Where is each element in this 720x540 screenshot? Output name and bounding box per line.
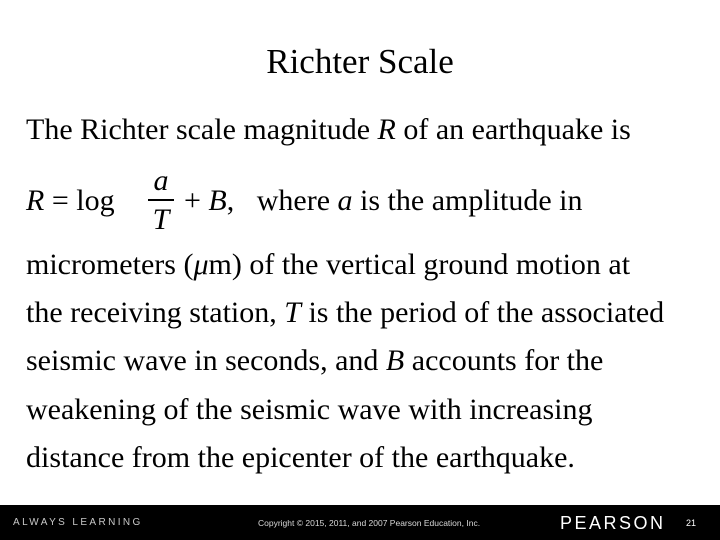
equation-equals-log: = log: [44, 184, 115, 217]
line4-text-b: is the period of the associated: [300, 296, 665, 329]
body-line-7: distance from the epicenter of the earthquake.: [26, 441, 575, 474]
line3-text-a: micrometers (: [26, 248, 194, 281]
equation-plus: +: [184, 184, 209, 217]
pearson-logo: PEARSON: [560, 513, 666, 533]
copyright-text: Copyright © 2015, 2011, and 2007 Pearson Education, Inc.: [258, 518, 481, 528]
body-line-3: [26, 250, 630, 280]
body-line-6: weakening of the seismic wave with increasing: [26, 393, 593, 426]
fraction-bar: [148, 199, 174, 201]
footer-bar: [0, 505, 720, 540]
line1-text-a: The Richter scale magnitude: [26, 113, 378, 146]
equation-b-var: B: [208, 184, 227, 217]
always-learning-text: ALWAYS LEARNING: [13, 517, 143, 528]
equation-rhs: [184, 186, 583, 216]
line5-text-b: accounts for the: [404, 344, 604, 377]
variable-a: a: [337, 184, 353, 217]
where-text: where: [234, 184, 338, 217]
line3-text-b: m) of the vertical ground motion at: [208, 248, 631, 281]
body-line-4: [26, 298, 664, 328]
equation-lhs: [26, 186, 115, 216]
body-line-5: [26, 346, 603, 376]
fraction-numerator: a: [153, 164, 169, 197]
variable-b: B: [385, 344, 405, 377]
equation-r-var: R: [26, 184, 45, 217]
body-line-1: [26, 115, 631, 145]
page-number: 21: [686, 518, 697, 528]
amplitude-text: is the amplitude in: [352, 184, 583, 217]
equation-comma: ,: [226, 184, 235, 217]
line1-text-b: of an earthquake is: [395, 113, 631, 146]
line4-text-a: the receiving station,: [26, 296, 285, 329]
line5-text-a: seismic wave in seconds, and: [26, 344, 386, 377]
slide-title: Richter Scale: [266, 42, 454, 81]
mu-symbol: μ: [193, 248, 209, 281]
fraction-denominator: T: [152, 203, 170, 236]
variable-t: T: [284, 296, 301, 329]
variable-r: R: [377, 113, 396, 146]
